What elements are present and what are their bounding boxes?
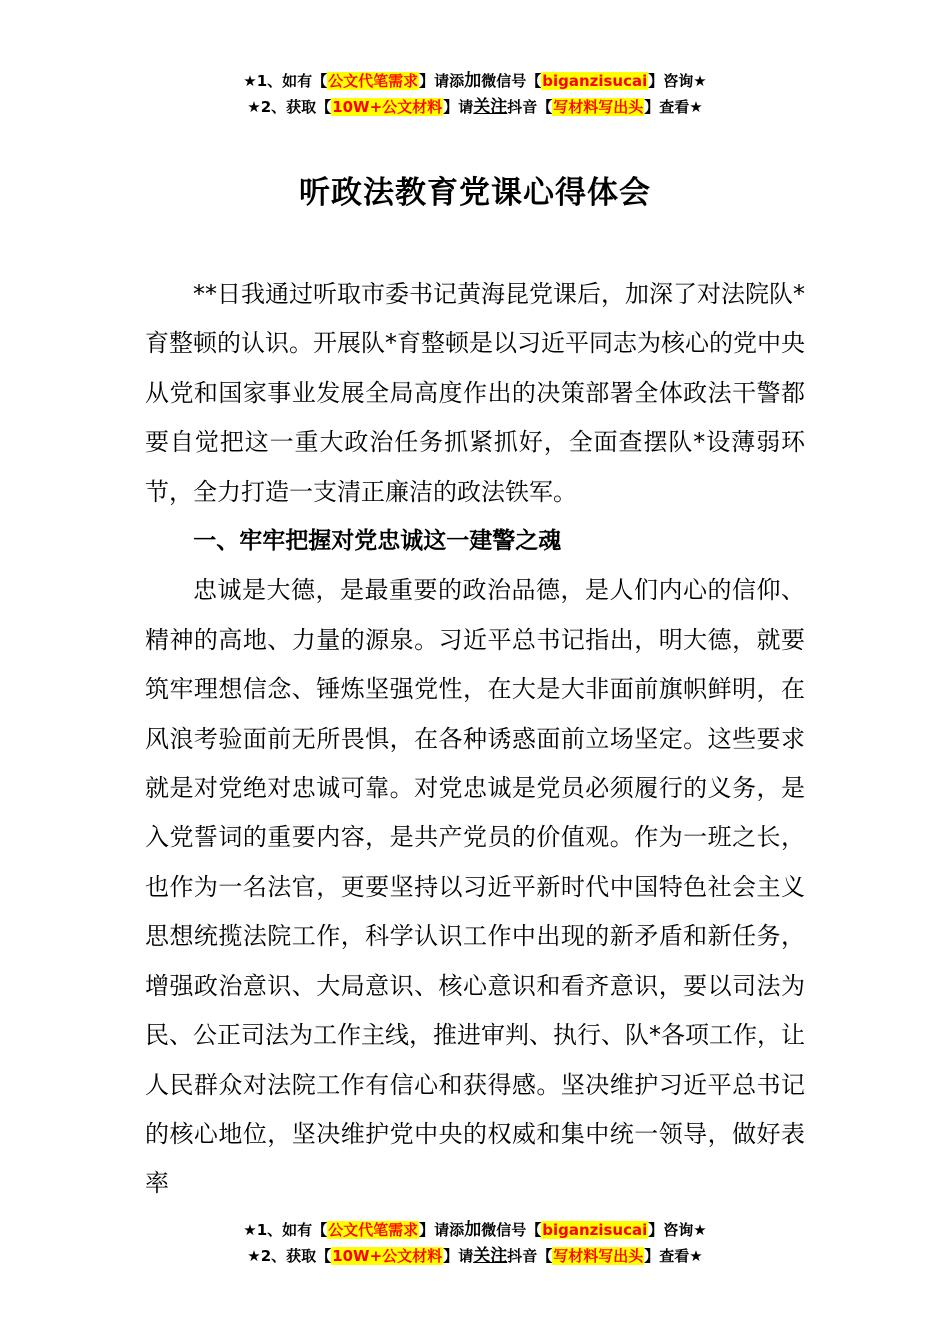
highlight-ghostwriting: 公文代笔需求 [328, 1221, 419, 1239]
paragraph-intro: **日我通过听取市委书记黄海昆党课后，加深了对法院队*育整顿的认识。开展队*育整顿是以习近平同志为核心的党中央从党和国家事业发展全局高度作出的决策部署全体政法干警都要自觉把这一重大政治任务抓紧抓好，全面查摆队*设薄弱环节，全力打造一支清正廉洁的政法铁军。 [145, 280, 805, 506]
paragraph-loyalty: 忠诚是大德，是最重要的政治品德，是人们内心的信仰、精神的高地、力量的源泉。习近平总书记指出，明大德，就要筑牢理想信念、锤炼坚强党性，在大是大非面前旗帜鲜明，在风浪考验面前无所畏惧，在各种诱惑面前立场坚定。这些要求就是对党绝对忠诚可靠。对党忠诚是党员必须履行的义务，是入党誓词的重要内容，是共产党员的价值观。作为一班之长，也作为一名法官，更要坚持以习近平新时代中国特色社会主义思想统揽法院工作，科学认识工作中出现的新矛盾和新任务，增强政治意识、大局意识、核心意识和看齐意识，要以司法为民、公正司法为工作主线，推进审判、执行、队*各项工作，让人民群众对法院工作有信心和获得感。坚决维护习近平总书记的核心地位，坚决维护党中央的权威和集中统一领导，做好表率 [145, 576, 805, 1198]
footer-promo-banner [0, 1217, 950, 1269]
highlight-wechat-id: biganzisucai [542, 72, 648, 90]
promo-line-2: ★2、获取【10W+公文材料】请关注抖音【写材料写出头】查看★ [247, 1246, 703, 1266]
promo-line-1: ★1、如有【公文代笔需求】请添加微信号【biganzisucai】咨询★ [243, 1220, 707, 1240]
header-promo-banner [0, 68, 950, 120]
section-heading: 一、牢牢把握对党忠诚这一建警之魂 [193, 528, 562, 555]
highlight-ghostwriting: 公文代笔需求 [328, 72, 419, 90]
document-title: 听政法教育党课心得体会 [299, 175, 651, 211]
highlight-douyin-account: 写材料写出头 [553, 1247, 644, 1265]
highlight-wechat-id: biganzisucai [542, 1221, 648, 1239]
highlight-douyin-account: 写材料写出头 [553, 98, 644, 116]
promo-line-1: ★1、如有【公文代笔需求】请添加微信号【biganzisucai】咨询★ [243, 71, 707, 91]
document-body [145, 270, 805, 1209]
promo-line-2: ★2、获取【10W+公文材料】请关注抖音【写材料写出头】查看★ [247, 97, 703, 117]
highlight-materials: 10W+公文材料 [332, 98, 443, 116]
highlight-materials: 10W+公文材料 [332, 1247, 443, 1265]
